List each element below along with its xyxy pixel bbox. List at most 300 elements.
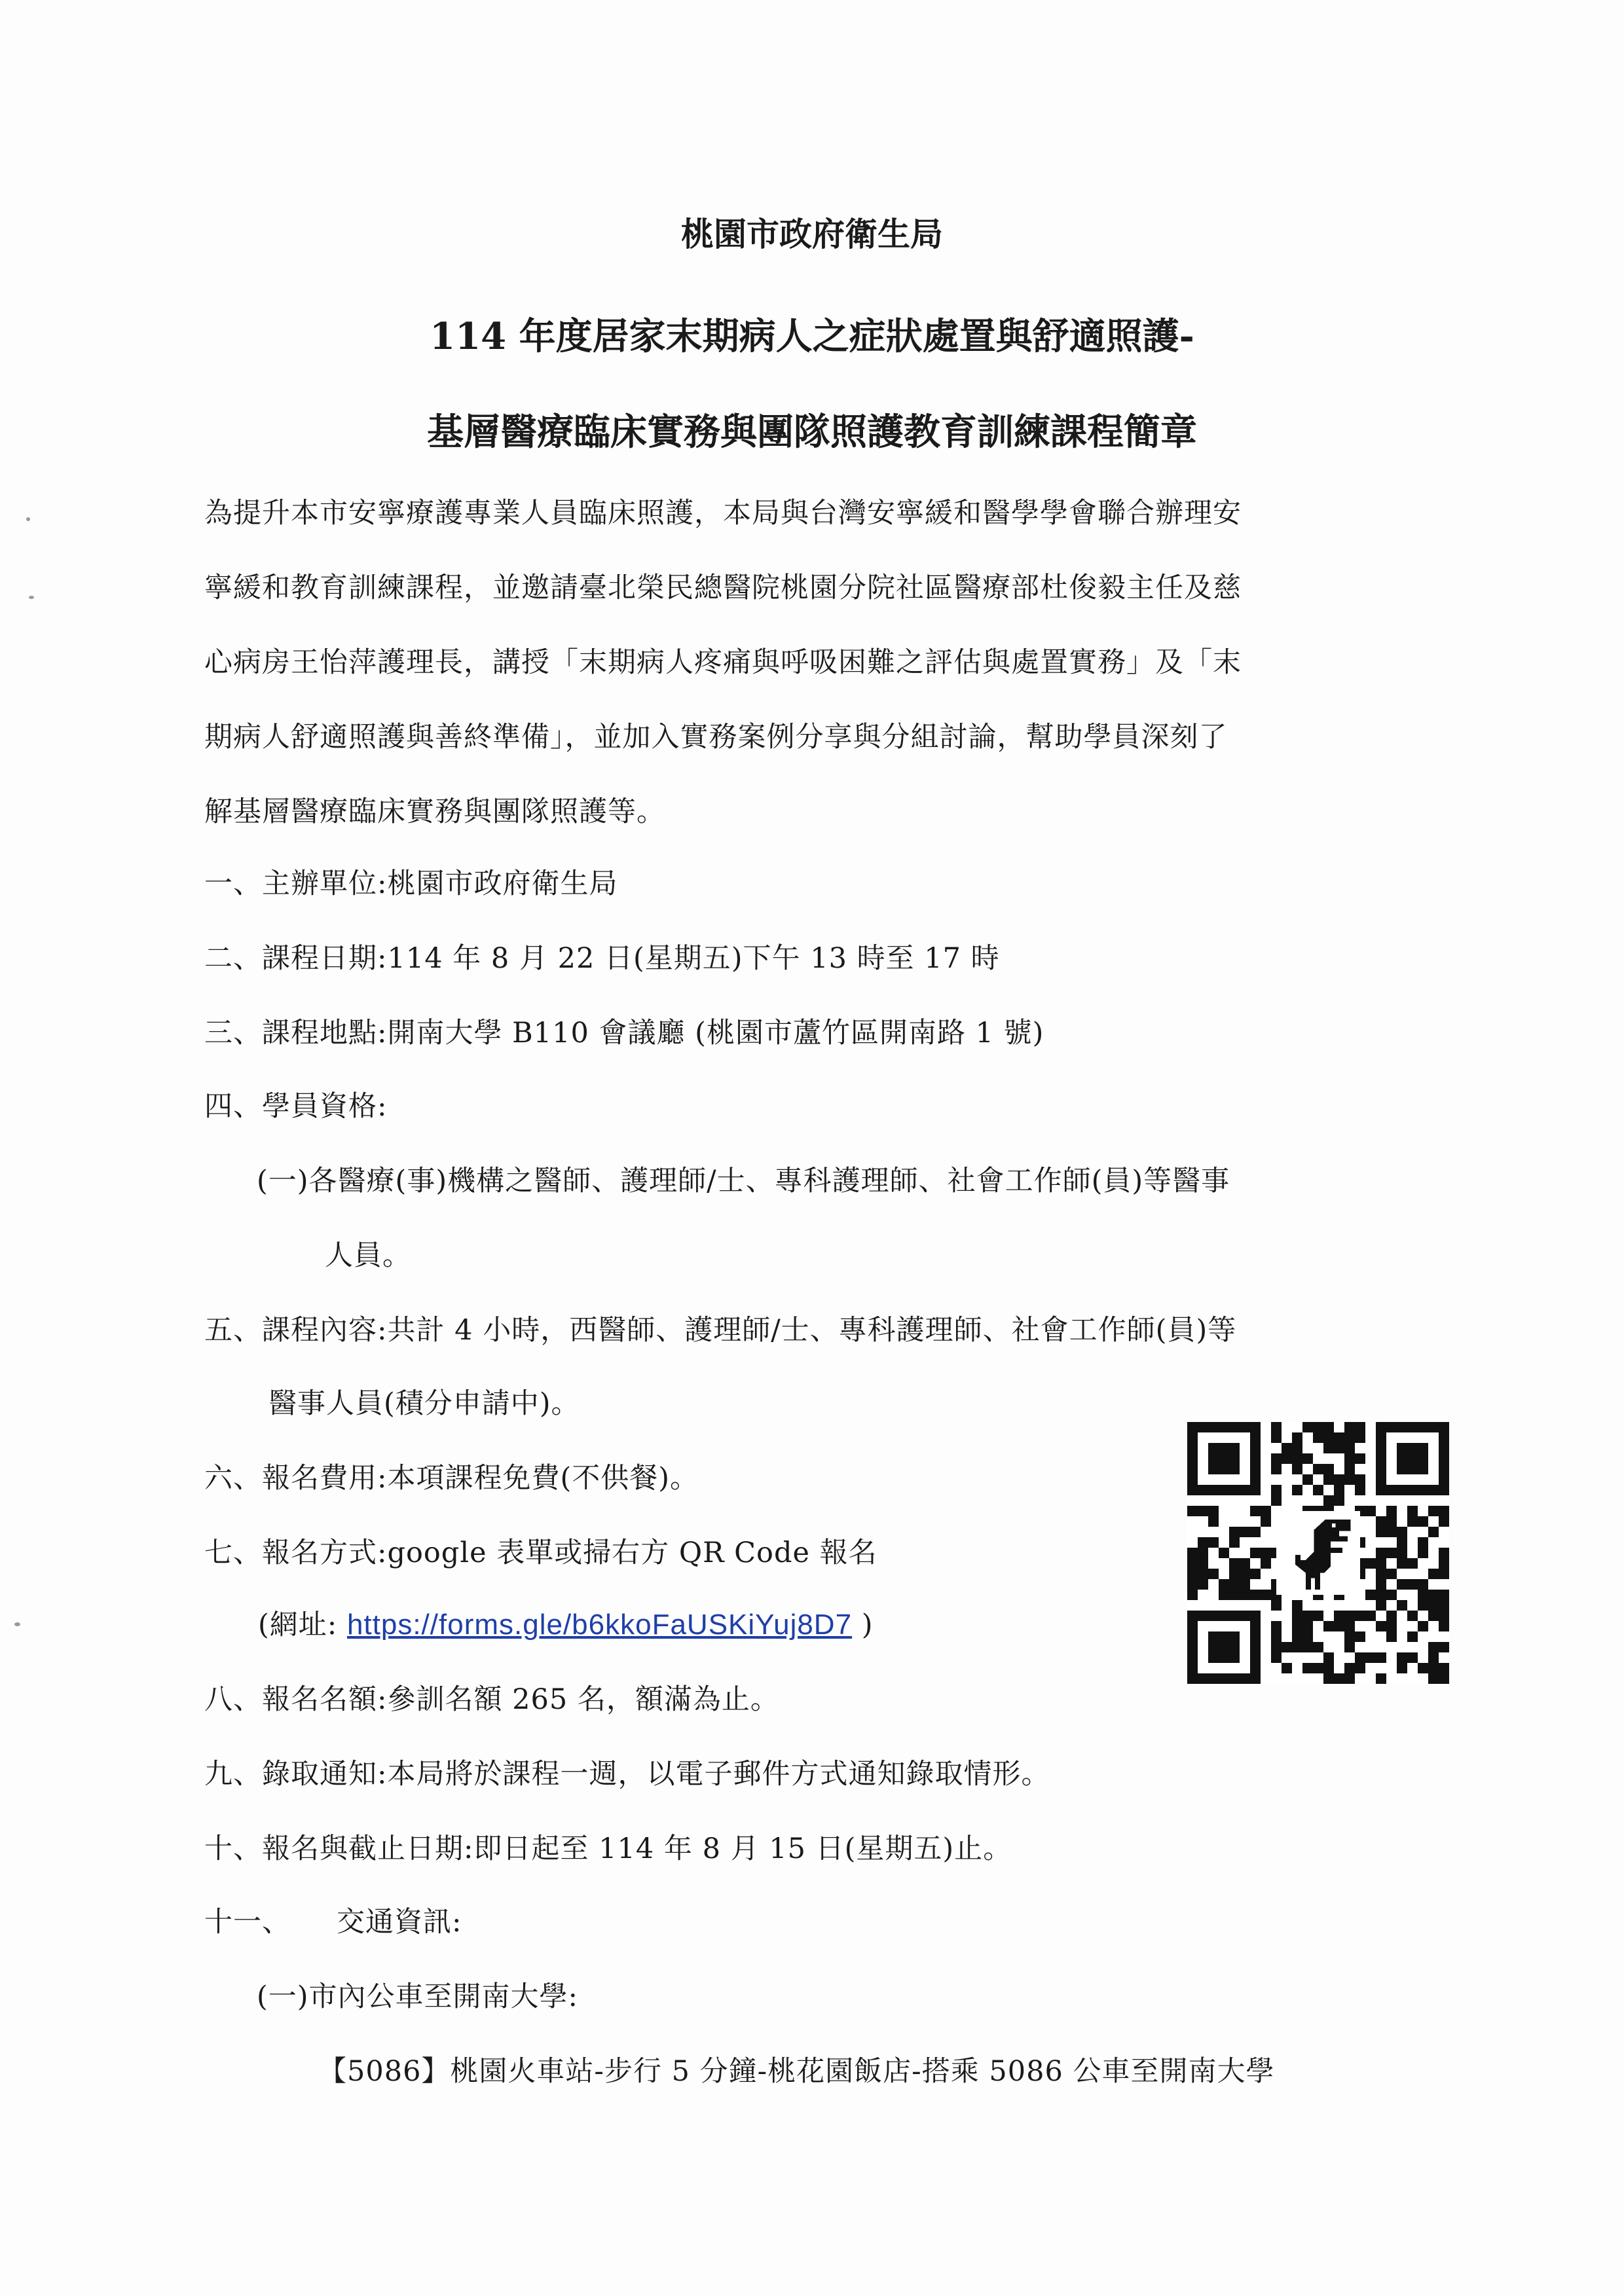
qr-module (1418, 1663, 1428, 1673)
notice-label: 九、錄取通知: (204, 1758, 388, 1791)
course-title-line-1: 114 年度居家末期病人之症狀處置與舒適照護- (430, 315, 1194, 358)
qr-module (1365, 1611, 1376, 1621)
qr-module (1271, 1652, 1282, 1663)
qr-module (1397, 1453, 1407, 1464)
qr-module (1439, 1600, 1449, 1611)
qr-module (1376, 1558, 1386, 1569)
qr-module (1187, 1631, 1198, 1642)
qr-module (1198, 1558, 1208, 1569)
qr-module (1407, 1631, 1418, 1642)
qr-module (1282, 1663, 1292, 1673)
qr-module (1250, 1548, 1261, 1558)
qr-module (1439, 1432, 1449, 1443)
qr-module (1282, 1443, 1292, 1453)
qr-module (1334, 1621, 1344, 1631)
qr-module (1428, 1569, 1439, 1579)
qr-module (1250, 1590, 1261, 1600)
qr-module (1240, 1527, 1250, 1537)
qr-module (1386, 1506, 1397, 1516)
content-value-line-2: 醫事人員(積分申請中)。 (268, 1387, 580, 1420)
qr-module (1439, 1464, 1449, 1474)
qr-module (1376, 1579, 1386, 1590)
qr-module (1282, 1642, 1292, 1652)
qr-module (1198, 1422, 1208, 1432)
venue-value: 開南大學 B110 會議廳 (桃園市蘆竹區開南路 1 號) (387, 1017, 1044, 1049)
qr-module (1407, 1422, 1418, 1432)
qr-module (1428, 1485, 1439, 1495)
fee-value: 本項課程免費(不供餐)。 (387, 1462, 699, 1495)
qr-module (1313, 1485, 1323, 1495)
qr-module (1292, 1631, 1302, 1642)
method-item (204, 1535, 877, 1571)
fee-label: 六、報名費用: (204, 1462, 388, 1495)
qr-module (1261, 1548, 1271, 1558)
qr-module (1219, 1642, 1229, 1652)
registration-qr-code[interactable] (1187, 1422, 1449, 1684)
registration-url-link[interactable]: https://forms.gle/b6kkoFaUSKiYuj8D7 (346, 1609, 853, 1641)
qr-module (1187, 1652, 1198, 1663)
qr-module (1187, 1432, 1198, 1443)
intro-line: 期病人舒適照護與善終準備」，並加入實務案例分享與分組討論，幫助學員深刻了 (204, 721, 1228, 754)
qr-module (1229, 1631, 1240, 1642)
qr-module (1229, 1579, 1240, 1590)
qr-module (1397, 1558, 1407, 1569)
qr-module (1208, 1673, 1219, 1684)
qr-module (1439, 1485, 1449, 1495)
qr-module (1271, 1631, 1282, 1642)
qr-module (1261, 1590, 1271, 1600)
qr-module (1376, 1600, 1386, 1611)
qr-module (1229, 1453, 1240, 1464)
qr-module (1334, 1485, 1344, 1495)
qr-module (1397, 1548, 1407, 1558)
qr-module (1208, 1569, 1219, 1579)
qr-module (1376, 1621, 1386, 1631)
qr-module (1292, 1464, 1302, 1474)
qr-module (1376, 1673, 1386, 1684)
organizer-label: 一、主辦單位: (204, 867, 388, 900)
qr-module (1219, 1453, 1229, 1464)
qr-module (1334, 1474, 1344, 1485)
qr-module (1418, 1590, 1428, 1600)
qr-module (1198, 1611, 1208, 1621)
qr-module (1292, 1642, 1302, 1652)
qr-module (1418, 1453, 1428, 1464)
qr-module (1376, 1422, 1386, 1432)
qr-module (1250, 1673, 1261, 1684)
qr-module (1323, 1443, 1334, 1453)
qr-module (1323, 1673, 1334, 1684)
qr-module (1240, 1558, 1250, 1569)
qr-module (1271, 1600, 1282, 1611)
qr-module (1418, 1464, 1428, 1474)
qr-module (1323, 1621, 1334, 1631)
qr-module (1240, 1590, 1250, 1600)
qr-module (1292, 1600, 1302, 1611)
intro-line: 解基層醫療臨床實務與團隊照護等。 (204, 795, 665, 828)
dinosaur-icon (1276, 1511, 1360, 1595)
qr-module (1219, 1611, 1229, 1621)
qr-module (1386, 1590, 1397, 1600)
venue-label: 三、課程地點: (204, 1017, 388, 1049)
qr-module (1376, 1453, 1386, 1464)
qr-module (1187, 1443, 1198, 1453)
qr-module (1365, 1590, 1376, 1600)
qr-module (1208, 1453, 1219, 1464)
qr-module (1355, 1422, 1365, 1432)
qr-module (1250, 1485, 1261, 1495)
qr-module (1229, 1673, 1240, 1684)
deadline-item (204, 1831, 1012, 1867)
intro-line: 為提升本市安寧療護專業人員臨床照護，本局與台灣安寧緩和醫學學會聯合辦理安 (204, 497, 1242, 530)
url-prefix: (網址: (258, 1609, 347, 1641)
qr-module (1334, 1495, 1344, 1506)
qr-module (1428, 1652, 1439, 1663)
qr-module (1386, 1621, 1397, 1631)
qr-module (1198, 1485, 1208, 1495)
qr-module (1240, 1673, 1250, 1684)
qr-module (1219, 1579, 1229, 1590)
qr-module (1313, 1464, 1323, 1474)
qr-module (1418, 1548, 1428, 1558)
qr-module (1229, 1642, 1240, 1652)
qr-module (1407, 1611, 1418, 1621)
qr-module (1198, 1673, 1208, 1684)
qr-module (1439, 1558, 1449, 1569)
qr-module (1344, 1464, 1355, 1474)
qr-module (1428, 1422, 1439, 1432)
qr-module (1187, 1590, 1198, 1600)
qr-module (1376, 1485, 1386, 1495)
qr-module (1219, 1464, 1229, 1474)
qr-module (1250, 1631, 1261, 1642)
qr-module (1208, 1443, 1219, 1453)
qr-module (1219, 1485, 1229, 1495)
qr-module (1229, 1464, 1240, 1474)
qr-module (1250, 1621, 1261, 1631)
qr-module (1187, 1485, 1198, 1495)
qr-module (1376, 1527, 1386, 1537)
method-label: 七、報名方式: (204, 1537, 388, 1569)
scan-speck (26, 517, 30, 521)
qr-module (1439, 1506, 1449, 1516)
qr-module (1271, 1432, 1282, 1443)
qr-module (1250, 1652, 1261, 1663)
qr-module (1187, 1453, 1198, 1464)
notice-value: 本局將於課程一週，以電子郵件方式通知錄取情形。 (387, 1758, 1050, 1791)
qr-module (1302, 1663, 1313, 1673)
qr-module (1219, 1652, 1229, 1663)
qr-module (1313, 1642, 1323, 1652)
qr-module (1439, 1548, 1449, 1558)
date-label: 二、課程日期: (204, 942, 388, 975)
qr-module (1302, 1631, 1313, 1642)
qr-module (1271, 1495, 1282, 1506)
qr-module (1355, 1631, 1365, 1642)
qr-module (1407, 1558, 1418, 1569)
transport-item (204, 1904, 462, 1941)
qr-module (1240, 1611, 1250, 1621)
qr-module (1407, 1443, 1418, 1453)
qr-module (1344, 1663, 1355, 1673)
qr-module (1229, 1558, 1240, 1569)
qr-module (1250, 1611, 1261, 1621)
qr-module (1344, 1443, 1355, 1453)
organizer-item (204, 866, 618, 902)
qr-module (1334, 1611, 1344, 1621)
qr-module (1250, 1506, 1261, 1516)
qr-module (1292, 1453, 1302, 1464)
qr-module (1271, 1453, 1282, 1464)
qr-module (1302, 1453, 1313, 1464)
qr-module (1397, 1663, 1407, 1673)
qr-module (1386, 1569, 1397, 1579)
qr-module (1376, 1516, 1386, 1527)
qr-module (1229, 1652, 1240, 1663)
qr-module (1271, 1422, 1282, 1432)
course-title-line-2: 基層醫療臨床實務與團隊照護教育訓練課程簡章 (427, 410, 1197, 454)
qr-module (1229, 1422, 1240, 1432)
qr-module (1428, 1600, 1439, 1611)
qr-module (1229, 1527, 1240, 1537)
qr-module (1334, 1443, 1344, 1453)
qr-module (1344, 1422, 1355, 1432)
qr-module (1313, 1432, 1323, 1443)
eligibility-sub-line-1: (一)各醫療(事)機構之醫師、護理師/士、專科護理師、社會工作師(員)等醫事 (257, 1165, 1230, 1197)
qr-module (1240, 1485, 1250, 1495)
qr-module (1397, 1422, 1407, 1432)
qr-module (1250, 1453, 1261, 1464)
qr-module (1386, 1548, 1397, 1558)
qr-module (1376, 1464, 1386, 1474)
qr-module (1187, 1464, 1198, 1474)
qr-module (1407, 1453, 1418, 1464)
transport-sub-heading: (一)市內公車至開南大學: (257, 1980, 579, 2013)
qr-module (1397, 1485, 1407, 1495)
eligibility-label: 四、學員資格: (204, 1090, 388, 1123)
qr-module (1323, 1652, 1334, 1663)
qr-module (1439, 1663, 1449, 1673)
qr-module (1282, 1453, 1292, 1464)
qr-module (1292, 1443, 1302, 1453)
qr-module (1261, 1506, 1271, 1516)
qr-module (1240, 1422, 1250, 1432)
transport-value: 交通資訊: (337, 1906, 462, 1939)
qr-module (1386, 1485, 1397, 1495)
qr-module (1418, 1600, 1428, 1611)
qr-module (1344, 1611, 1355, 1621)
qr-module (1250, 1642, 1261, 1652)
qr-module (1302, 1642, 1313, 1652)
qr-module (1198, 1579, 1208, 1590)
qr-module (1386, 1422, 1397, 1432)
qr-module (1271, 1485, 1282, 1495)
registration-url-line (258, 1607, 874, 1643)
qr-module (1229, 1590, 1240, 1600)
qr-module (1219, 1548, 1229, 1558)
qr-module (1302, 1422, 1313, 1432)
qr-module (1334, 1673, 1344, 1684)
qr-module (1355, 1652, 1365, 1663)
qr-module (1344, 1453, 1355, 1464)
qr-module (1428, 1611, 1439, 1621)
qr-module (1407, 1652, 1418, 1663)
qr-module (1208, 1485, 1219, 1495)
qr-module (1208, 1652, 1219, 1663)
qr-module (1187, 1569, 1198, 1579)
scan-speck (29, 596, 34, 599)
qr-module (1397, 1579, 1407, 1590)
qr-module (1407, 1516, 1418, 1527)
qr-module (1407, 1579, 1418, 1590)
qr-module (1386, 1611, 1397, 1621)
qr-module (1386, 1527, 1397, 1537)
qr-module (1439, 1673, 1449, 1684)
qr-module (1250, 1432, 1261, 1443)
qr-module (1229, 1443, 1240, 1453)
qr-module (1313, 1422, 1323, 1432)
qr-module (1313, 1663, 1323, 1673)
qr-module (1397, 1527, 1407, 1537)
qr-module (1376, 1590, 1386, 1600)
qr-module (1418, 1485, 1428, 1495)
qr-module (1344, 1631, 1355, 1642)
venue-item (204, 1015, 1044, 1051)
qr-module (1418, 1443, 1428, 1453)
intro-line: 心病房王怡萍護理長，講授「末期病人疼痛與呼吸困難之評估與處置實務」及「末 (204, 646, 1242, 679)
qr-module (1208, 1422, 1219, 1432)
qr-module (1208, 1537, 1219, 1548)
scan-speck (14, 1622, 20, 1626)
qr-module (1355, 1485, 1365, 1495)
qr-module (1219, 1673, 1229, 1684)
qr-module (1292, 1432, 1302, 1443)
url-suffix: ) (852, 1609, 874, 1641)
qr-module (1439, 1569, 1449, 1579)
qr-module (1187, 1611, 1198, 1621)
date-value: 114 年 8 月 22 日(星期五)下午 13 時至 17 時 (387, 942, 1000, 975)
fee-item (204, 1460, 699, 1497)
qr-module (1376, 1569, 1386, 1579)
agency-name: 桃園市政府衛生局 (681, 215, 943, 253)
qr-module (1292, 1485, 1302, 1495)
qr-module (1323, 1474, 1334, 1485)
qr-module (1365, 1506, 1376, 1516)
deadline-label: 十、報名與截止日期: (204, 1832, 474, 1865)
qr-module (1397, 1464, 1407, 1474)
qr-module (1187, 1422, 1198, 1432)
qr-module (1187, 1673, 1198, 1684)
qr-module (1407, 1485, 1418, 1495)
qr-module (1376, 1432, 1386, 1443)
qr-module (1386, 1516, 1397, 1527)
qr-module (1418, 1579, 1428, 1590)
qr-module (1428, 1506, 1439, 1516)
qr-module (1439, 1590, 1449, 1600)
qr-module (1323, 1464, 1334, 1474)
qr-module (1187, 1474, 1198, 1485)
qr-module (1250, 1663, 1261, 1673)
qr-module (1198, 1537, 1208, 1548)
qr-module (1302, 1621, 1313, 1631)
qr-module (1187, 1506, 1198, 1516)
qr-module (1323, 1422, 1334, 1432)
intro-line: 寧緩和教育訓練課程，並邀請臺北榮民總醫院桃園分院社區醫療部杜俊毅主任及慈 (204, 572, 1242, 604)
qr-module (1439, 1443, 1449, 1453)
qr-module (1198, 1548, 1208, 1558)
content-label: 五、課程內容: (204, 1314, 388, 1347)
qr-module (1428, 1642, 1439, 1652)
qr-module (1229, 1611, 1240, 1621)
qr-module (1344, 1673, 1355, 1684)
qr-module (1439, 1611, 1449, 1621)
qr-module (1292, 1621, 1302, 1631)
qr-module (1439, 1422, 1449, 1432)
qr-module (1302, 1474, 1313, 1485)
qr-module (1187, 1642, 1198, 1652)
qr-module (1271, 1621, 1282, 1631)
qr-module (1219, 1443, 1229, 1453)
qr-module (1439, 1516, 1449, 1527)
qr-module (1250, 1464, 1261, 1474)
qr-module (1418, 1621, 1428, 1631)
qr-module (1439, 1621, 1449, 1631)
qr-module (1313, 1611, 1323, 1621)
qr-module (1344, 1432, 1355, 1443)
qr-module (1229, 1569, 1240, 1579)
qr-module (1386, 1631, 1397, 1642)
qr-module (1323, 1432, 1334, 1443)
qr-module (1323, 1495, 1334, 1506)
qr-module (1250, 1422, 1261, 1432)
content-value-line-1: 共計 4 小時，西醫師、護理師/士、專科護理師、社會工作師(員)等 (387, 1314, 1237, 1347)
qr-module (1219, 1590, 1229, 1600)
qr-module (1418, 1537, 1428, 1548)
qr-module (1376, 1443, 1386, 1453)
qr-module (1355, 1663, 1365, 1673)
qr-module (1250, 1443, 1261, 1453)
qr-module (1397, 1652, 1407, 1663)
quota-label: 八、報名名額: (204, 1683, 388, 1716)
qr-module (1376, 1548, 1386, 1558)
qr-module (1355, 1432, 1365, 1443)
eligibility-sub-line-2: 人員。 (325, 1239, 411, 1272)
qr-module (1208, 1506, 1219, 1516)
qr-module (1187, 1663, 1198, 1673)
qr-module (1365, 1558, 1376, 1569)
qr-module (1261, 1516, 1271, 1527)
qr-module (1334, 1432, 1344, 1443)
qr-module (1250, 1474, 1261, 1485)
qr-module (1365, 1652, 1376, 1663)
notice-item (204, 1756, 1050, 1793)
qr-module (1428, 1673, 1439, 1684)
qr-module (1439, 1642, 1449, 1652)
qr-module (1439, 1474, 1449, 1485)
qr-module (1208, 1631, 1219, 1642)
qr-module (1344, 1621, 1355, 1631)
content-item (204, 1312, 1236, 1349)
qr-module (1229, 1537, 1240, 1548)
qr-module (1323, 1663, 1334, 1673)
qr-module (1428, 1527, 1439, 1537)
qr-module (1208, 1611, 1219, 1621)
qr-module (1355, 1474, 1365, 1485)
qr-module (1376, 1652, 1386, 1663)
qr-module (1208, 1642, 1219, 1652)
qr-module (1418, 1516, 1428, 1527)
date-item (204, 940, 1000, 977)
